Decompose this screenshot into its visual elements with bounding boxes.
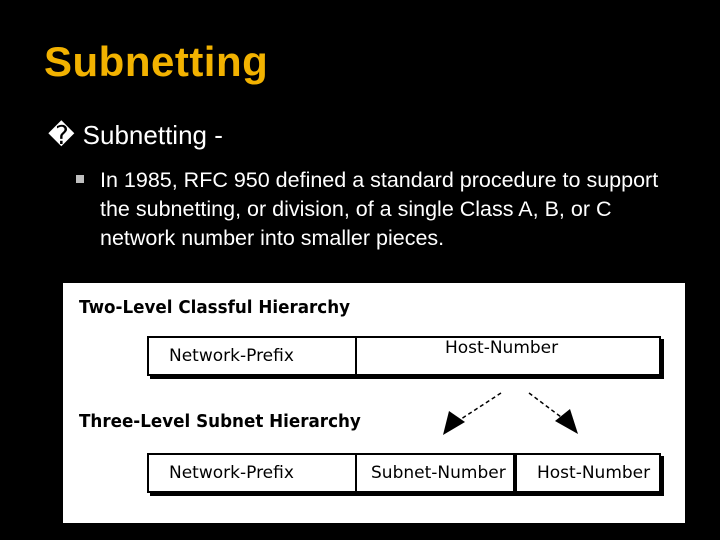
three-level-row [147,453,661,493]
three-level-network-prefix-label: Network-Prefix [169,463,294,483]
square-bullet-icon [76,175,84,183]
three-level-heading: Three-Level Subnet Hierarchy [79,411,361,432]
bullet-1-text: Subnetting - [82,120,223,150]
subnet-hierarchy-figure [63,283,685,523]
bullet-level-2 [76,166,686,253]
two-level-host-number-label: Host-Number [445,338,559,358]
two-level-heading: Two-Level Classful Hierarchy [79,297,351,318]
three-level-host-number-label: Host-Number [537,463,651,483]
slide-title: Subnetting [44,38,269,85]
bullet-level-1 [48,120,223,151]
left-arrow-dash [458,393,501,421]
three-level-host-number-box [515,453,661,493]
right-arrow-dash [529,393,561,417]
two-level-network-prefix-label: Network-Prefix [169,346,294,366]
title-bar [0,0,720,110]
left-arrowhead-icon [443,411,465,435]
bullet-marker-icon: � [48,120,75,150]
right-arrowhead-icon [555,409,578,434]
three-level-subnet-number-label: Subnet-Number [371,463,506,483]
three-level-network-prefix-box [147,453,357,493]
three-level-subnet-number-box [355,453,515,493]
bullet-2-text: In 1985, RFC 950 defined a standard procedure to support the subnetting, or division, of a single Class A, B, or C network number into smaller pieces. [100,168,659,250]
